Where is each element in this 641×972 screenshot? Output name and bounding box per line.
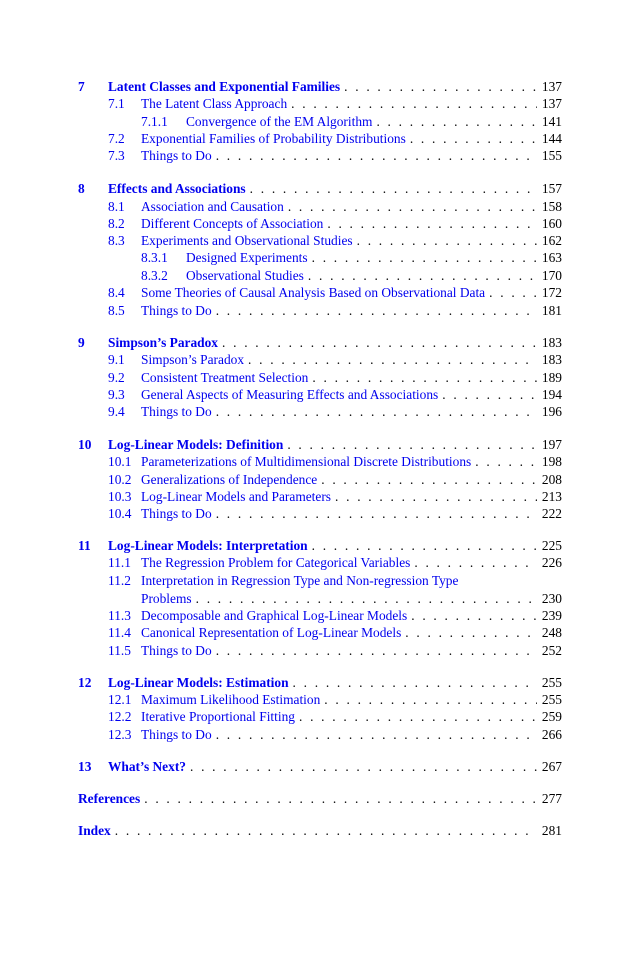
toc-chapter-row[interactable] [0, 674, 641, 691]
toc-entry-number[interactable]: 8.3.1 [141, 250, 168, 265]
toc-entry-title[interactable]: Log-Linear Models and Parameters [141, 489, 332, 504]
toc-entry-number[interactable]: 8.4 [108, 285, 125, 300]
toc-section-row[interactable] [0, 95, 641, 112]
toc-page-number: 226 [541, 555, 562, 570]
toc-section-row[interactable] [0, 590, 641, 607]
toc-entry-number[interactable]: 9.1 [108, 352, 125, 367]
dot-leader [376, 113, 536, 130]
toc-page-number: 158 [541, 199, 562, 214]
toc-entry-number[interactable]: 9.3 [108, 387, 125, 402]
toc-section-row[interactable] [0, 130, 641, 147]
toc-entry-title[interactable]: Observational Studies [186, 268, 304, 283]
toc-entry-number[interactable]: 12.3 [108, 727, 132, 742]
toc-entry-number[interactable]: 10.3 [108, 489, 132, 504]
toc-entry-title[interactable]: Things to Do [141, 727, 212, 742]
toc-entry-title[interactable]: Things to Do [141, 404, 212, 419]
toc-entry-title[interactable]: Things to Do [141, 506, 212, 521]
toc-page-number: 181 [541, 303, 562, 318]
toc-section-row[interactable] [0, 232, 641, 249]
toc-entry-title[interactable]: Problems [141, 591, 192, 606]
toc-chapter-row[interactable] [0, 334, 641, 351]
dot-leader [410, 130, 537, 147]
toc-entry-number[interactable]: 10.2 [108, 472, 132, 487]
toc-page-number: 213 [541, 489, 562, 504]
toc-page-number: 163 [541, 250, 562, 265]
toc-entry-number[interactable]: 8 [78, 181, 85, 196]
toc-chapter-row[interactable] [0, 180, 641, 197]
toc-section-row[interactable] [0, 726, 641, 743]
toc-chapter-row[interactable] [0, 758, 641, 775]
toc-entry-number[interactable]: 8.1 [108, 199, 125, 214]
dot-leader [115, 822, 537, 839]
toc-page-number: 137 [541, 79, 562, 94]
toc-entry-title[interactable]: References [78, 791, 141, 806]
toc-entry-number[interactable]: 7.2 [108, 131, 125, 146]
toc-entry-number[interactable]: 10 [78, 437, 92, 452]
toc-section-row[interactable] [0, 386, 641, 403]
toc-section-row[interactable] [0, 708, 641, 725]
dot-leader [335, 488, 537, 505]
dot-leader [291, 95, 537, 112]
toc-page-number: 196 [541, 404, 562, 419]
toc-entry-title[interactable]: Log-Linear Models: Interpretation [108, 538, 308, 553]
dot-leader [312, 249, 537, 266]
toc-section-row[interactable] [0, 554, 641, 571]
toc-section-row[interactable] [0, 624, 641, 641]
dot-leader [287, 436, 537, 453]
toc-section-row[interactable] [0, 284, 641, 301]
toc-page-number: 281 [541, 823, 562, 838]
toc-section-row[interactable] [0, 198, 641, 215]
toc-entry-title[interactable]: What’s Next? [108, 759, 186, 774]
toc-entry-number[interactable]: 13 [78, 759, 92, 774]
dot-leader [190, 758, 537, 775]
toc-entry-title[interactable]: Association and Causation [141, 199, 284, 214]
dot-leader [321, 471, 537, 488]
toc-entry-title[interactable]: Effects and Associations [108, 181, 246, 196]
dot-leader [312, 369, 537, 386]
toc-entry-number[interactable]: 11.2 [108, 573, 131, 588]
toc-entry-title[interactable]: Parameterizations of Multidimensional Discrete Distributions [141, 454, 472, 469]
toc-entry-title[interactable]: The Latent Class Approach [141, 96, 288, 111]
toc-entry-title[interactable]: Convergence of the EM Algorithm [186, 114, 373, 129]
dot-leader [442, 386, 537, 403]
toc-page-number: 208 [541, 472, 562, 487]
dot-leader [312, 537, 537, 554]
toc-page-number: 155 [541, 148, 562, 163]
toc-page-number: 137 [541, 96, 562, 111]
dot-leader [327, 215, 537, 232]
toc-page-number: 170 [541, 268, 562, 283]
toc-entry-title[interactable]: Things to Do [141, 303, 212, 318]
toc-entry-number[interactable]: 9.2 [108, 370, 125, 385]
toc-entry-title[interactable]: Index [78, 823, 111, 838]
dot-leader [216, 642, 537, 659]
toc-entry-title[interactable]: General Aspects of Measuring Effects and Associations [141, 387, 439, 402]
dot-leader [250, 180, 537, 197]
dot-leader [144, 790, 537, 807]
toc-section-row[interactable] [0, 369, 641, 386]
toc-page-number: 141 [541, 114, 562, 129]
toc-entry-title[interactable]: Experiments and Observational Studies [141, 233, 353, 248]
toc-page-number: 252 [541, 643, 562, 658]
toc-entry-number[interactable]: 11.5 [108, 643, 131, 658]
toc-entry-number[interactable]: 8.3 [108, 233, 125, 248]
toc-entry-number[interactable]: 11.3 [108, 608, 131, 623]
toc-subsection-row[interactable] [0, 113, 641, 130]
toc-chapter-row[interactable] [0, 790, 641, 807]
toc-page-number: 255 [541, 675, 562, 690]
toc-chapter-row[interactable] [0, 822, 641, 839]
toc-page-number: 266 [541, 727, 562, 742]
dot-leader [411, 607, 537, 624]
dot-leader [489, 284, 537, 301]
toc-entry-title[interactable]: Exponential Families of Probability Distributions [141, 131, 406, 146]
toc-section-row[interactable] [0, 302, 641, 319]
toc-section-row[interactable] [0, 505, 641, 522]
toc-section-row[interactable] [0, 147, 641, 164]
toc-page-number: 239 [541, 608, 562, 623]
toc-section-row[interactable] [0, 351, 641, 368]
toc-entry-number[interactable]: 9 [78, 335, 85, 350]
toc-entry-title[interactable]: Things to Do [141, 643, 212, 658]
toc-entry-number[interactable]: 7.1.1 [141, 114, 168, 129]
dot-leader [216, 403, 537, 420]
toc-page-number: 160 [541, 216, 562, 231]
toc-chapter-row[interactable] [0, 78, 641, 95]
toc-section-row[interactable] [0, 642, 641, 659]
dot-leader [216, 147, 537, 164]
toc-page-number: 248 [541, 625, 562, 640]
toc-subsection-row[interactable] [0, 249, 641, 266]
toc-section-row[interactable] [0, 453, 641, 470]
toc-page-number: 225 [541, 538, 562, 553]
toc-entry-title[interactable]: Simpson’s Paradox [108, 335, 218, 350]
toc-entry-number[interactable]: 8.3.2 [141, 268, 168, 283]
dot-leader [288, 198, 537, 215]
toc-chapter-row[interactable] [0, 537, 641, 554]
toc-entry-number[interactable]: 9.4 [108, 404, 125, 419]
toc-page-number: 197 [541, 437, 562, 452]
dot-leader [196, 590, 537, 607]
toc-entry-number[interactable]: 8.2 [108, 216, 125, 231]
toc-entry-title[interactable]: Different Concepts of Association [141, 216, 324, 231]
toc-entry-title[interactable]: Some Theories of Causal Analysis Based on Observational Data [141, 285, 486, 300]
toc-entry-title[interactable]: Things to Do [141, 148, 212, 163]
dot-leader [357, 232, 537, 249]
toc-page-number: 198 [541, 454, 562, 469]
toc-section-row[interactable] [0, 471, 641, 488]
toc-entry-number[interactable]: 7 [78, 79, 85, 94]
dot-leader [216, 505, 537, 522]
toc-entry-title[interactable]: Canonical Representation of Log-Linear Models [141, 625, 402, 640]
toc-entry-title[interactable]: Consistent Treatment Selection [141, 370, 309, 385]
toc-entry-title[interactable]: Maximum Likelihood Estimation [141, 692, 321, 707]
toc-entry-number[interactable]: 8.5 [108, 303, 125, 318]
toc-entry-title[interactable]: Decomposable and Graphical Log-Linear Models [141, 608, 408, 623]
toc-page-number: 144 [541, 131, 562, 146]
toc-entry-title[interactable]: Generalizations of Independence [141, 472, 318, 487]
toc-page-number: 157 [541, 181, 562, 196]
toc-entry-number[interactable]: 11 [78, 538, 91, 553]
toc-entry-number[interactable]: 7.1 [108, 96, 125, 111]
toc-section-row[interactable] [0, 691, 641, 708]
toc-entry-number[interactable]: 12 [78, 675, 92, 690]
dot-leader [216, 302, 537, 319]
toc-subsection-row[interactable] [0, 267, 641, 284]
toc-page-number: 183 [541, 352, 562, 367]
toc-section-row[interactable] [0, 488, 641, 505]
toc-entry-number[interactable]: 11.1 [108, 555, 131, 570]
toc-entry-number[interactable]: 12.2 [108, 709, 132, 724]
dot-leader [308, 267, 537, 284]
toc-page-number: 162 [541, 233, 562, 248]
dot-leader [248, 351, 537, 368]
dot-leader [344, 78, 537, 95]
dot-leader [405, 624, 537, 641]
toc-section-row[interactable] [0, 607, 641, 624]
toc-entry-title[interactable]: The Regression Problem for Categorical Variables [141, 555, 411, 570]
toc-page-number: 267 [541, 759, 562, 774]
toc-page-number: 222 [541, 506, 562, 521]
dot-leader [414, 554, 537, 571]
toc-entry-title[interactable]: Simpson’s Paradox [141, 352, 245, 367]
toc-page-number: 172 [541, 285, 562, 300]
toc-entry-title[interactable]: Log-Linear Models: Estimation [108, 675, 289, 690]
dot-leader [222, 334, 537, 351]
toc-entry-title[interactable]: Latent Classes and Exponential Families [108, 79, 341, 94]
toc-section-row[interactable] [0, 403, 641, 420]
toc-section-row[interactable] [0, 572, 641, 589]
toc-entry-title[interactable]: Interpretation in Regression Type and Non-regression Type [141, 573, 459, 588]
toc-page-number: 183 [541, 335, 562, 350]
toc-entry-number[interactable]: 10.4 [108, 506, 132, 521]
toc-entry-number[interactable]: 11.4 [108, 625, 131, 640]
toc-page-number: 259 [541, 709, 562, 724]
dot-leader [293, 674, 537, 691]
toc-entry-number[interactable]: 7.3 [108, 148, 125, 163]
toc-entry-number[interactable]: 12.1 [108, 692, 132, 707]
toc-section-row[interactable] [0, 215, 641, 232]
dot-leader [216, 726, 537, 743]
toc-page-number: 255 [541, 692, 562, 707]
toc-page-number: 277 [541, 791, 562, 806]
toc-entry-title[interactable]: Iterative Proportional Fitting [141, 709, 295, 724]
toc-page-number: 189 [541, 370, 562, 385]
dot-leader [475, 453, 537, 470]
toc-entry-number[interactable]: 10.1 [108, 454, 132, 469]
toc-page-number: 230 [541, 591, 562, 606]
toc-entry-title[interactable]: Log-Linear Models: Definition [108, 437, 284, 452]
dot-leader [299, 708, 537, 725]
dot-leader [324, 691, 537, 708]
toc-chapter-row[interactable] [0, 436, 641, 453]
toc-page-number: 194 [541, 387, 562, 402]
toc-entry-title[interactable]: Designed Experiments [186, 250, 308, 265]
